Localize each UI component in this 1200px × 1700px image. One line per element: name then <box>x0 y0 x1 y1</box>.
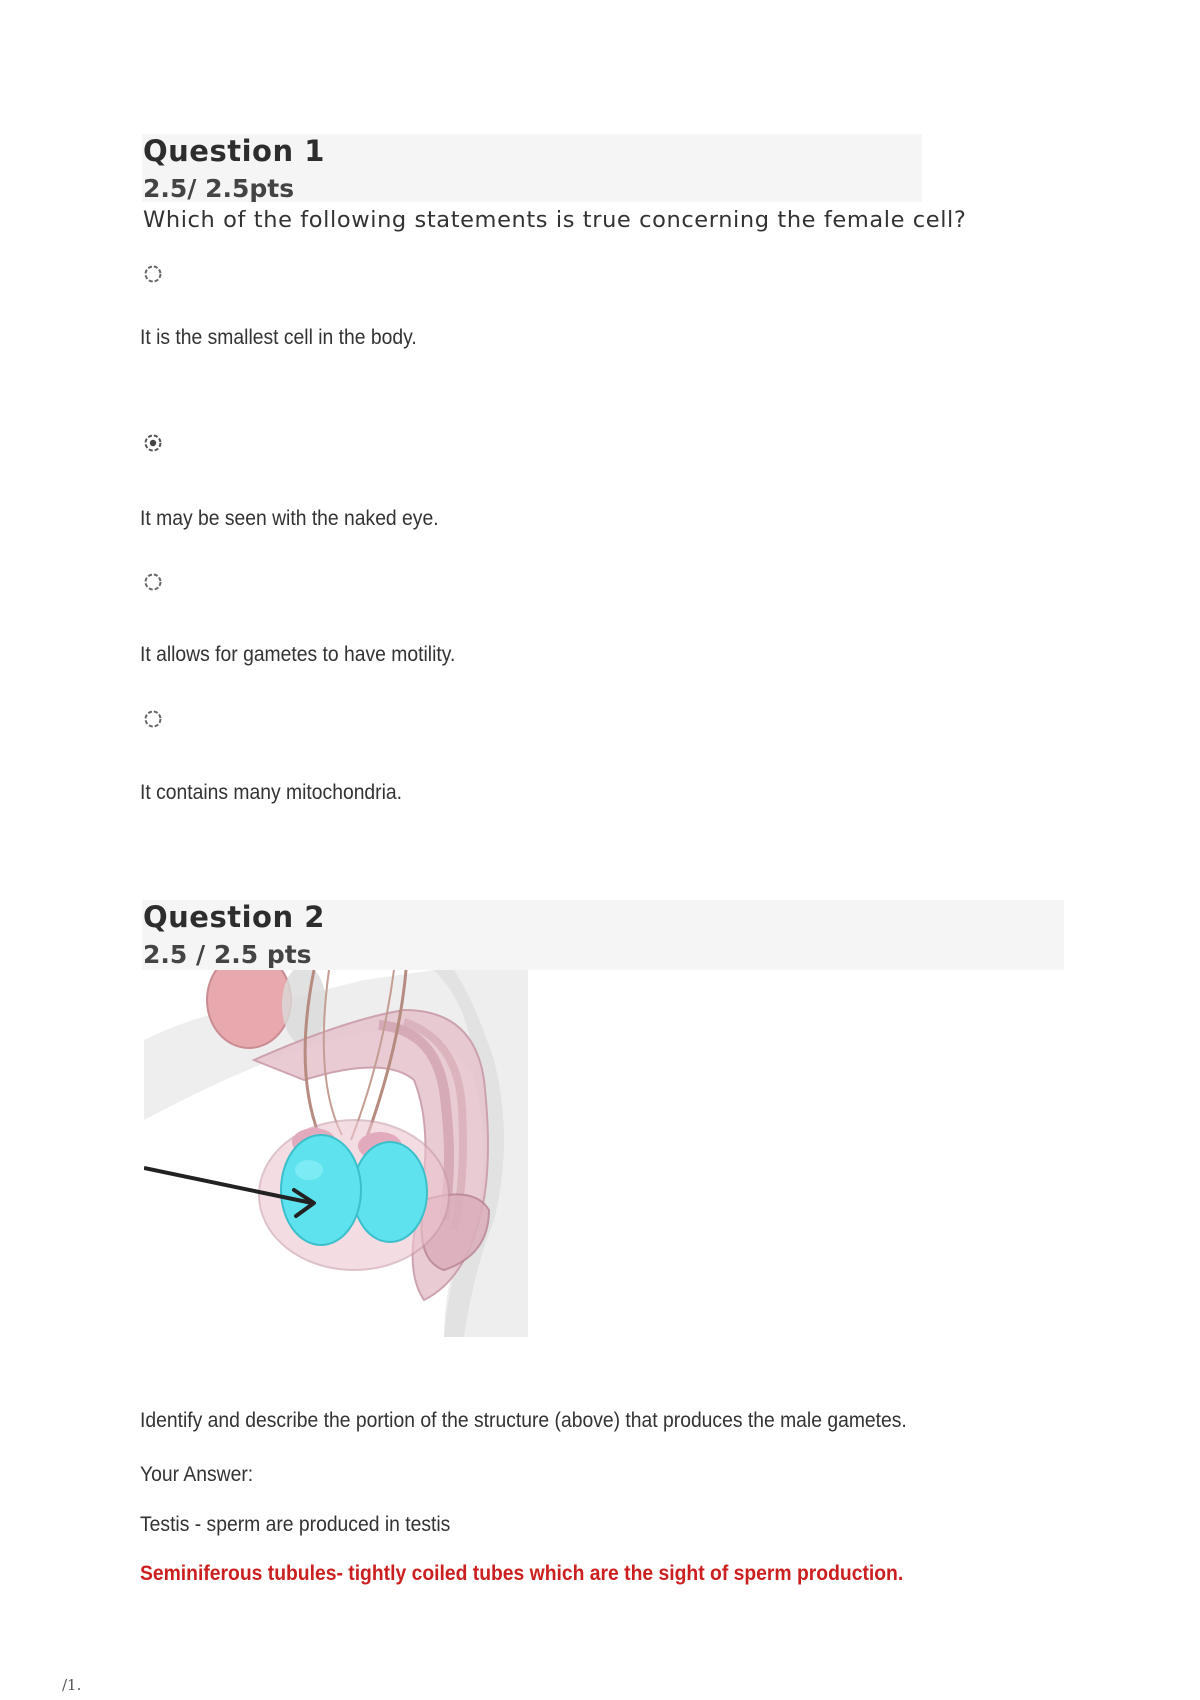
question-2-title: Question 2 <box>143 900 325 934</box>
right-testis <box>353 1142 427 1242</box>
option-3-radio[interactable] <box>143 572 163 592</box>
your-answer-label: Your Answer: <box>140 1463 254 1486</box>
question-1-title: Question 1 <box>143 134 325 168</box>
option-4-label[interactable]: It contains many mitochondria. <box>140 781 403 804</box>
option-4-radio[interactable] <box>143 709 163 729</box>
correct-answer-text: Seminiferous tubules- tightly coiled tubes which are the sight of sperm production. <box>140 1562 904 1585</box>
question-1-prompt: Which of the following statements is true concerning the female cell? <box>143 207 967 233</box>
question-2-points: 2.5 / 2.5 pts <box>143 940 312 969</box>
option-1-label[interactable]: It is the smallest cell in the body. <box>140 326 417 349</box>
option-2-label[interactable]: It may be seen with the naked eye. <box>140 507 439 530</box>
question-1-points: 2.5/ 2.5pts <box>143 174 295 203</box>
male-reproductive-anatomy-figure <box>144 970 528 1337</box>
your-answer-text: Testis - sperm are produced in testis <box>140 1513 451 1536</box>
option-3-label[interactable]: It allows for gametes to have motility. <box>140 643 456 666</box>
page-mark: /1. <box>62 1676 82 1694</box>
question-2-prompt: Identify and describe the portion of the structure (above) that produces the male gametes. <box>140 1409 907 1432</box>
option-2-radio-selected[interactable] <box>143 433 163 453</box>
option-1-radio[interactable] <box>143 264 163 284</box>
